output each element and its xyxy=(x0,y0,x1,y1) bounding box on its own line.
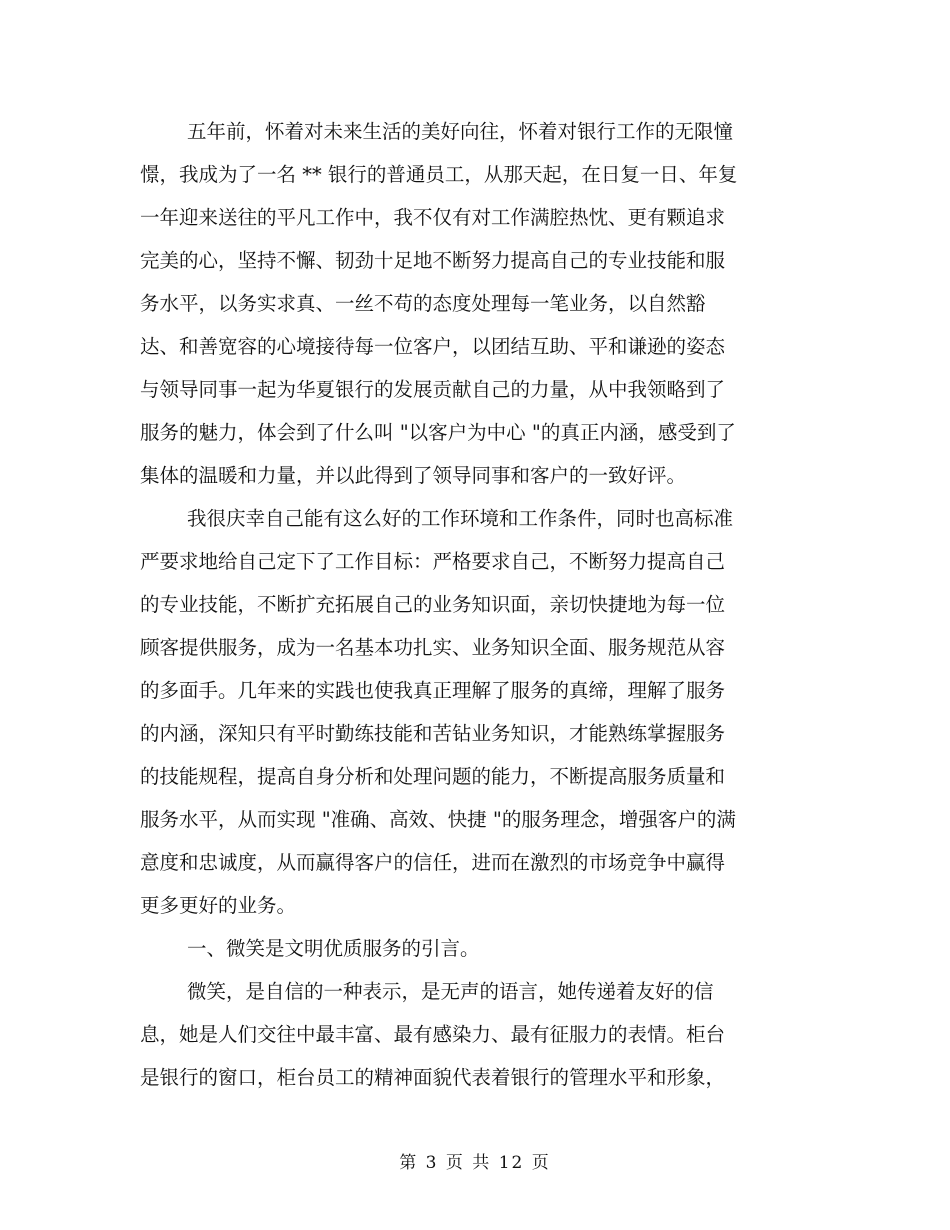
text-line: 息，她是人们交往中最丰富、最有感染力、最有征服力的表情。柜台 xyxy=(140,1023,726,1046)
text-line: 更多更好的业务。 xyxy=(140,894,297,917)
text-line: 是银行的窗口，柜台员工的精神面貌代表着银行的管理水平和形象， xyxy=(140,1066,726,1089)
text-line: 严要求地给自己定下了工作目标：严格要求自己，不断努力提高自己 xyxy=(140,550,726,573)
text-line: 我很庆幸自己能有这么好的工作环境和工作条件，同时也高标准 xyxy=(187,507,734,530)
text-line: 的技能规程，提高自身分析和处理问题的能力，不断提高服务质量和 xyxy=(140,765,726,788)
text-line: 的专业技能，不断扩充拓展自己的业务知识面，亲切快捷地为每一位 xyxy=(140,593,726,616)
text-line: 达、和善宽容的心境接待每一位客户，以团结互助、平和谦逊的姿态 xyxy=(140,335,726,358)
text-line: 憬，我成为了一名 ** 银行的普通员工，从那天起，在日复一日、年复 xyxy=(140,163,738,186)
page-number-footer: 第 3 页 共 12 页 xyxy=(399,1153,551,1173)
section-heading: 一、微笑是文明优质服务的引言。 xyxy=(187,937,480,960)
text-line: 一年迎来送往的平凡工作中，我不仅有对工作满腔热忱、更有颗追求 xyxy=(140,206,726,229)
text-line: 务水平，以务实求真、一丝不苟的态度处理每一笔业务，以自然豁 xyxy=(140,292,706,315)
text-line: 集体的温暖和力量，并以此得到了领导同事和客户的一致好评。 xyxy=(140,464,687,487)
text-line: 服务水平，从而实现 "准确、高效、快捷 "的服务理念，增强客户的满 xyxy=(140,808,736,831)
text-line: 意度和忠诚度，从而赢得客户的信任，进而在激烈的市场竞争中赢得 xyxy=(140,851,726,874)
text-line: 的内涵，深知只有平时勤练技能和苦钻业务知识，才能熟练掌握服务 xyxy=(140,722,726,745)
text-line: 顾客提供服务，成为一名基本功扎实、业务知识全面、服务规范从容 xyxy=(140,636,726,659)
text-line: 五年前，怀着对未来生活的美好向往，怀着对银行工作的无限憧 xyxy=(187,120,734,143)
body-text xyxy=(140,110,840,1099)
text-line: 与领导同事一起为华夏银行的发展贡献自己的力量，从中我领略到了 xyxy=(140,378,726,401)
text-line: 微笑，是自信的一种表示，是无声的语言，她传递着友好的信 xyxy=(187,980,714,1003)
text-line: 服务的魅力，体会到了什么叫 "以客户为中心 "的真正内涵，感受到了 xyxy=(140,421,736,444)
text-line: 的多面手。几年来的实践也使我真正理解了服务的真缔，理解了服务 xyxy=(140,679,726,702)
text-line: 完美的心，坚持不懈、韧劲十足地不断努力提高自己的专业技能和服 xyxy=(140,249,726,272)
